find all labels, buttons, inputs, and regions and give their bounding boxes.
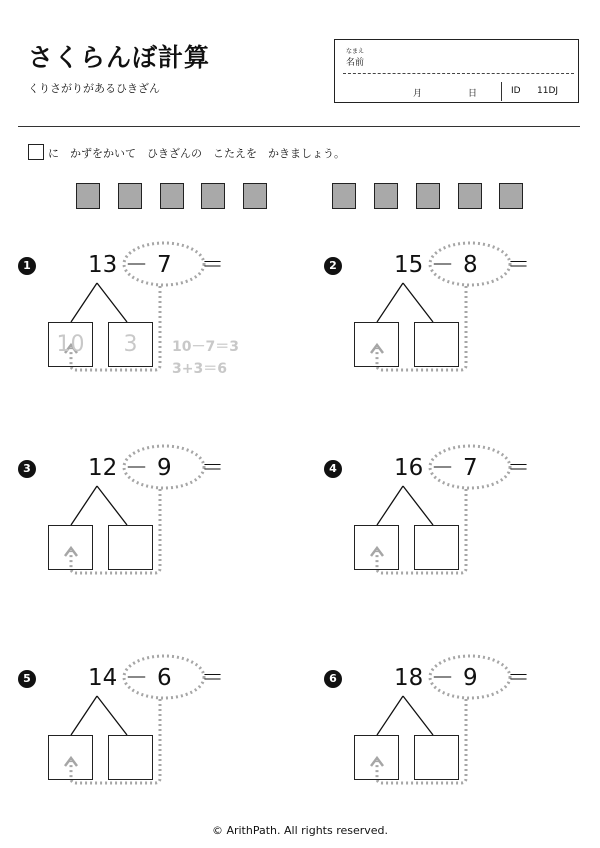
minuend-number: 16 (394, 455, 424, 481)
id-value: 11DJ (537, 86, 559, 96)
decompose-box-left[interactable] (48, 735, 93, 780)
minus-sign: － (431, 252, 454, 278)
worksheet-title: さくらんぼ計算 (28, 43, 211, 72)
name-box-divider (501, 82, 502, 101)
subtrahend-number: 7 (463, 455, 478, 481)
subtrahend-number: 8 (463, 252, 478, 278)
score-box[interactable] (374, 183, 398, 209)
minuend-number: 14 (88, 665, 118, 691)
cherry-branch-lines (377, 283, 433, 322)
equals-sign: ＝ (507, 252, 530, 278)
decompose-box-left[interactable] (354, 322, 399, 367)
subtrahend-number: 7 (157, 252, 172, 278)
copyright-footer: © ArithPath. All rights reserved. (211, 824, 389, 837)
instruction-text: に かずをかいて ひきざんの こたえを かきましょう。 (48, 147, 345, 160)
decompose-box-right[interactable] (108, 735, 153, 780)
decompose-box-right[interactable] (108, 322, 153, 367)
cherry-branch-lines (377, 696, 433, 735)
decompose-box-right[interactable] (414, 735, 459, 780)
cherry-branch-lines (377, 486, 433, 525)
name-label: 名前 (346, 58, 365, 68)
subtrahend-number: 9 (463, 665, 478, 691)
equals-sign: ＝ (507, 455, 530, 481)
example-hint-step2: 3+3＝6 (172, 361, 227, 377)
name-box (334, 39, 579, 103)
minus-sign: － (125, 252, 148, 278)
month-label: 月 (413, 89, 423, 99)
equals-sign: ＝ (507, 665, 530, 691)
score-box[interactable] (499, 183, 523, 209)
problem-number-marker: 4 (324, 460, 342, 478)
minus-sign: － (431, 455, 454, 481)
equals-sign: ＝ (201, 252, 224, 278)
subtrahend-number: 6 (157, 665, 172, 691)
minuend-number: 12 (88, 455, 118, 481)
day-label: 日 (468, 89, 478, 99)
example-hint-step1: 10－7＝3 (172, 339, 239, 355)
problem-number-marker: 3 (18, 460, 36, 478)
name-furigana: なまえ (346, 48, 365, 55)
minuend-number: 15 (394, 252, 424, 278)
decompose-box-left[interactable] (354, 735, 399, 780)
problem-number-marker: 2 (324, 257, 342, 275)
decompose-box-left[interactable] (48, 525, 93, 570)
header-divider (18, 126, 580, 127)
decompose-box-left[interactable] (354, 525, 399, 570)
id-label: ID (511, 86, 521, 96)
score-box[interactable] (243, 183, 267, 209)
score-box[interactable] (160, 183, 184, 209)
subtrahend-number: 9 (157, 455, 172, 481)
score-box[interactable] (458, 183, 482, 209)
score-box[interactable] (76, 183, 100, 209)
problem-number-marker: 6 (324, 670, 342, 688)
score-box[interactable] (416, 183, 440, 209)
example-answer: 3 (123, 332, 138, 357)
cherry-branch-lines (71, 696, 127, 735)
score-box[interactable] (201, 183, 225, 209)
minuend-number: 18 (394, 665, 424, 691)
problem-number-marker: 5 (18, 670, 36, 688)
example-answer: 10 (56, 332, 85, 357)
worksheet-subtitle: くりさがりがあるひきざん (28, 82, 160, 95)
name-write-line[interactable] (343, 73, 574, 74)
decompose-box-left[interactable] (48, 322, 93, 367)
minuend-number: 13 (88, 252, 118, 278)
problem-number-marker: 1 (18, 257, 36, 275)
score-box[interactable] (332, 183, 356, 209)
minus-sign: － (125, 455, 148, 481)
equals-sign: ＝ (201, 455, 224, 481)
score-box[interactable] (118, 183, 142, 209)
decompose-box-right[interactable] (414, 322, 459, 367)
minus-sign: － (125, 665, 148, 691)
decompose-box-right[interactable] (414, 525, 459, 570)
instruction-box-icon (28, 144, 44, 160)
minus-sign: － (431, 665, 454, 691)
decompose-box-right[interactable] (108, 525, 153, 570)
equals-sign: ＝ (201, 665, 224, 691)
cherry-branch-lines (71, 283, 127, 322)
cherry-branch-lines (71, 486, 127, 525)
